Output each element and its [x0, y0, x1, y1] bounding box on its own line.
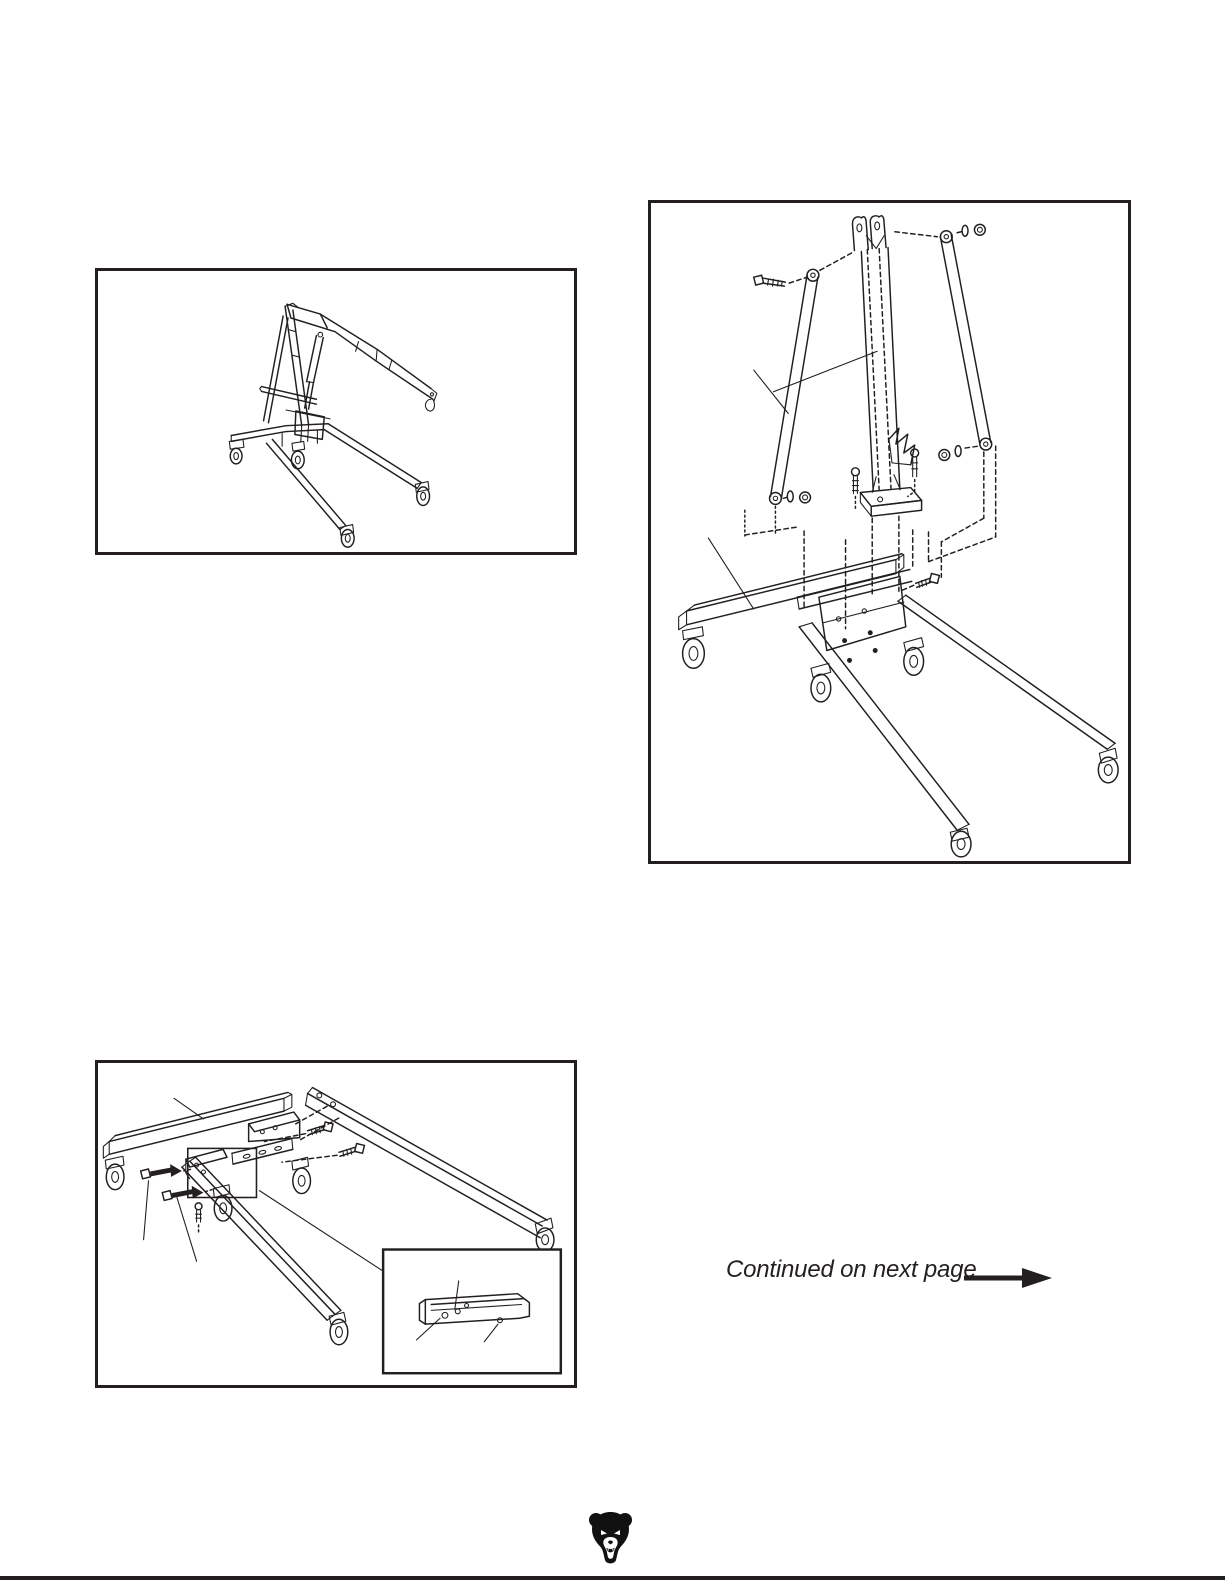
- caster-left-rear: [229, 439, 244, 463]
- mast-post: [852, 216, 899, 491]
- arrow-right-icon: [962, 1266, 1054, 1290]
- rear-brace: [264, 316, 288, 423]
- washer-nut-top-right: [962, 224, 985, 236]
- detached-leg: [306, 1088, 548, 1238]
- caster-base-left-end: [683, 627, 705, 668]
- caster-rail-left: [105, 1156, 124, 1189]
- mast-exploded-drawing: [651, 203, 1128, 861]
- washer-nut-bottom-right: [939, 446, 961, 461]
- left-support-brace: [770, 269, 819, 504]
- small-bolt-left: [851, 468, 859, 510]
- attached-leg: [182, 1157, 341, 1320]
- caster-left-leg-end: [950, 828, 971, 857]
- small-bolt-dangling: [195, 1203, 202, 1235]
- bear-logo-icon: [587, 1511, 634, 1565]
- hex-bolt-upper: [264, 1122, 333, 1142]
- caster-detached-leg: [535, 1218, 554, 1251]
- hex-bolt-lower: [282, 1144, 364, 1163]
- base-frame: [231, 424, 328, 447]
- caster-right: [415, 482, 429, 506]
- front-left-leg: [266, 439, 345, 529]
- right-leg: [324, 424, 421, 489]
- figure-mast-exploded: [648, 200, 1131, 864]
- caster-right-leg-end: [1098, 748, 1118, 783]
- inset-detail-box: [383, 1250, 561, 1374]
- right-support-brace: [940, 231, 991, 450]
- legs-exploded-drawing: [98, 1063, 574, 1385]
- jack-bracket: [889, 428, 915, 465]
- bolt-arrow-upper: [141, 1164, 192, 1179]
- caster-base-mid-right: [904, 638, 924, 676]
- washer-nut-bottom-left: [787, 491, 810, 503]
- holed-cross-member: [232, 1139, 293, 1165]
- caster-receiver: [292, 1157, 311, 1193]
- assembled-crane-drawing: [98, 271, 574, 552]
- caster-base-mid-left: [811, 663, 831, 702]
- figure-legs-exploded: [95, 1060, 577, 1388]
- page-bottom-rule: [0, 1576, 1225, 1580]
- base-right-leg: [898, 595, 1115, 749]
- receiver-bracket: [249, 1112, 300, 1141]
- continued-note: Continued on next page: [726, 1256, 977, 1283]
- base-left-leg: [799, 623, 969, 830]
- figure-assembled-crane: [95, 268, 577, 555]
- boom: [287, 304, 437, 411]
- hex-bolt-top-left: [754, 275, 786, 286]
- jack-base: [286, 410, 330, 442]
